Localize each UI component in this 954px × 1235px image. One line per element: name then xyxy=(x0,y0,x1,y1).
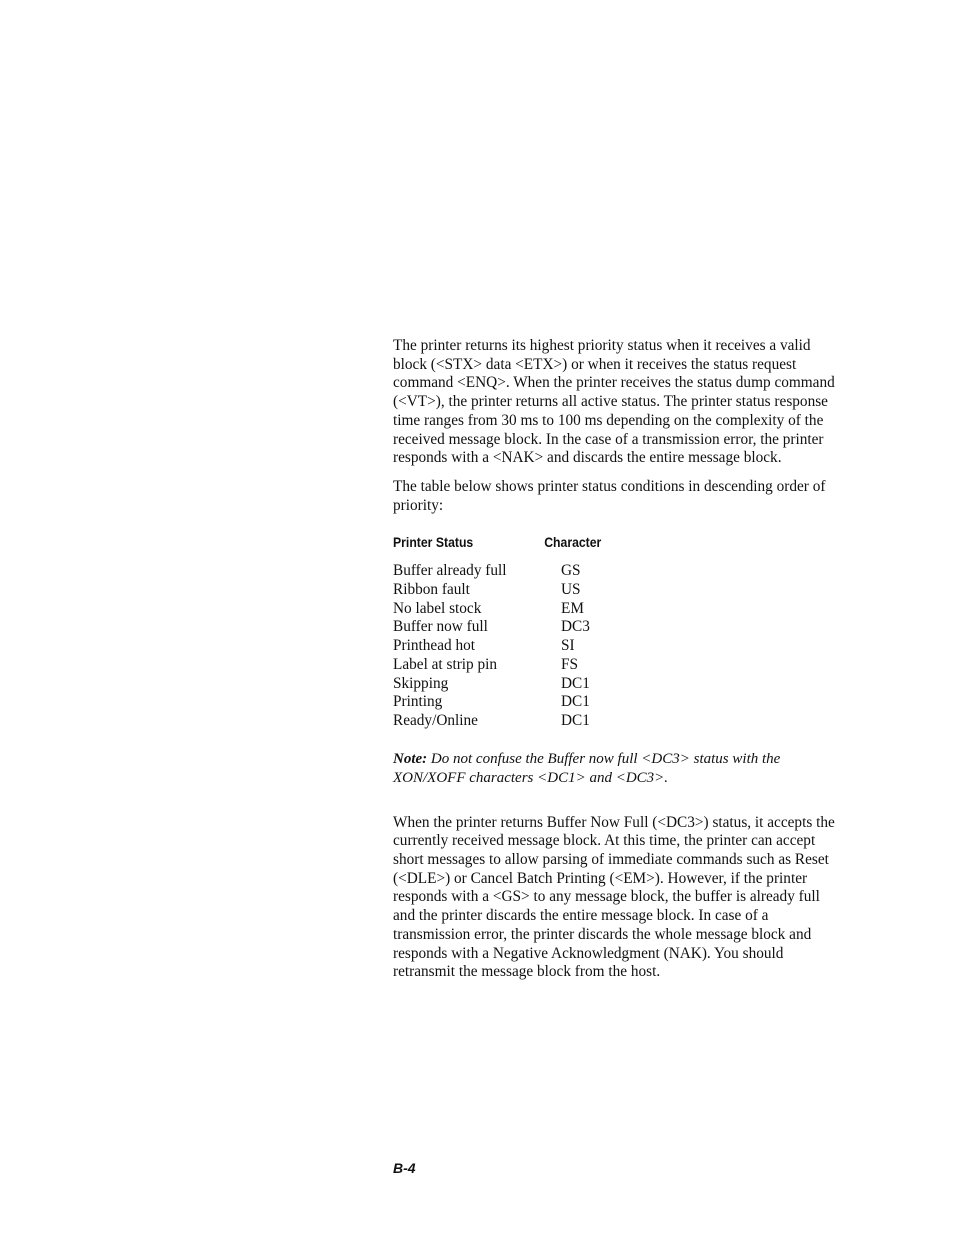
character-cell: EM xyxy=(561,599,584,617)
status-cell: Printhead hot xyxy=(393,637,475,655)
status-cell: Label at strip pin xyxy=(393,655,498,673)
character-cell: GS xyxy=(561,562,581,580)
status-cell: Ribbon fault xyxy=(393,581,470,599)
status-table xyxy=(393,534,845,730)
status-cell: Printing xyxy=(393,693,443,711)
table-row xyxy=(393,618,845,637)
table-row xyxy=(393,637,845,656)
page-number: B-4 xyxy=(393,1160,416,1176)
status-cell: Ready/Online xyxy=(393,711,478,729)
intro-paragraph: The printer returns its highest priority status when it receives a valid block (<STX> data <ETX>) or when it receives the status request command <ENQ>. When the printer receives the status dump command (<VT>), the printer returns all active status. The printer status response time ranges from 30 ms to 100 ms depending on the complexity of the received message block. In the case of a transmission error, the printer responds with a <NAK> and discards the entire message block. xyxy=(393,337,835,467)
status-table-body xyxy=(393,562,845,730)
status-cell: Buffer now full xyxy=(393,618,488,636)
character-cell: DC1 xyxy=(561,693,590,711)
table-row xyxy=(393,562,845,581)
status-cell: No label stock xyxy=(393,599,482,617)
note-text: Do not confuse the Buffer now full <DC3> status with the XON/XOFF characters <DC1> and <DC3>. xyxy=(393,750,781,786)
note-label: Note: xyxy=(393,750,428,767)
character-cell: US xyxy=(561,581,581,599)
character-cell: DC1 xyxy=(561,711,590,729)
character-cell: DC1 xyxy=(561,674,590,692)
status-table-header xyxy=(393,534,800,552)
character-cell: SI xyxy=(561,637,575,655)
character-cell: FS xyxy=(561,655,579,673)
status-cell: Skipping xyxy=(393,674,449,692)
table-row xyxy=(393,656,845,675)
status-cell: Buffer already full xyxy=(393,562,507,580)
table-row xyxy=(393,581,845,600)
table-intro-paragraph: The table below shows printer status conditions in descending order of priority: xyxy=(393,477,826,514)
main-content xyxy=(393,337,845,982)
header-printer-status: Printer Status xyxy=(393,535,474,551)
buffer-paragraph: When the printer returns Buffer Now Full (<DC3>) status, it accepts the currently received message block. At this time, the printer can accept short messages to allow parsing of immediate commands such as Reset (<DLE>) or Cancel Batch Printing (<EM>). However, if the printer responds with a <GS> to any message block, the buffer is already full and the printer discards the entire message block. In case of a transmission error, the printer discards the whole message block and responds with a Negative Acknowledgment (NAK). You should retransmit the message block from the host. xyxy=(393,813,835,981)
character-cell: DC3 xyxy=(561,618,590,636)
table-row xyxy=(393,675,845,694)
table-row xyxy=(393,693,845,712)
table-row xyxy=(393,600,845,619)
table-row xyxy=(393,712,845,731)
header-character: Character xyxy=(544,535,602,551)
note xyxy=(393,750,845,788)
